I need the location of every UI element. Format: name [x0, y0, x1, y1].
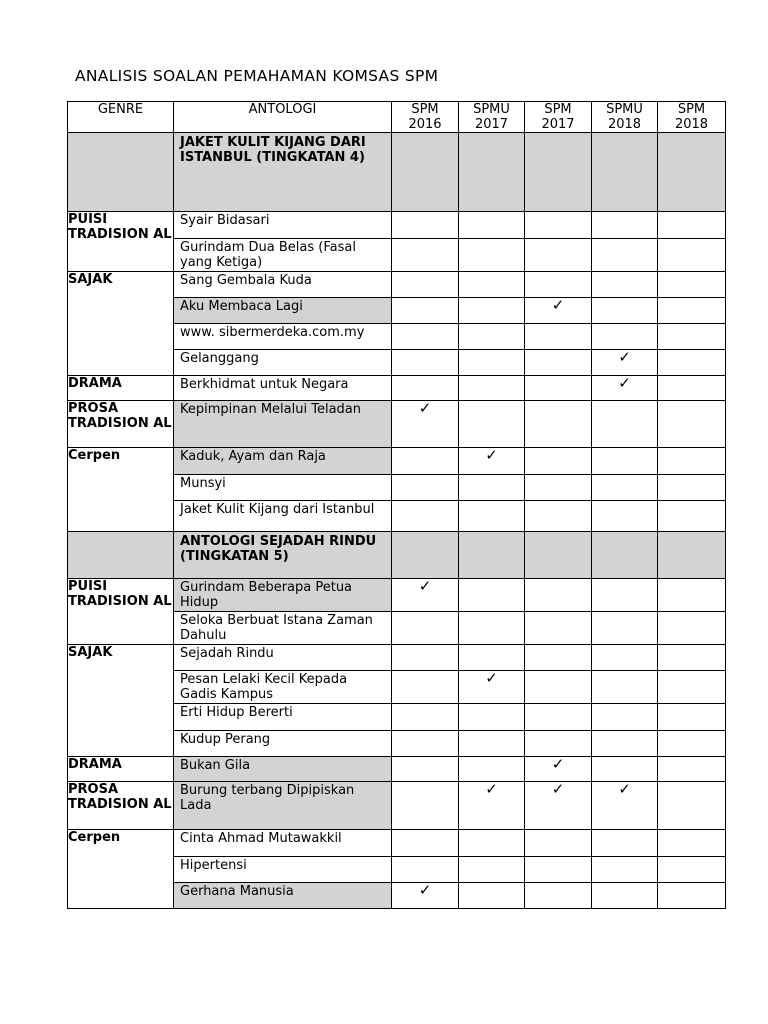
year-mark-cell	[525, 731, 592, 757]
table-row	[68, 376, 726, 401]
year-cell-shaded	[525, 133, 592, 212]
table-row	[68, 212, 726, 239]
year-cell-shaded	[392, 532, 459, 579]
year-cell-shaded	[658, 133, 726, 212]
antologi-cell	[174, 671, 392, 704]
year-cell-shaded	[658, 532, 726, 579]
checkmark-icon: ✓	[418, 400, 432, 417]
genre-label: Cerpen	[68, 448, 121, 463]
year-mark-cell	[658, 757, 726, 782]
year-mark-cell	[658, 298, 726, 324]
antologi-cell	[174, 324, 392, 350]
antologi-title: Burung terbang Dipipiskan Lada	[174, 782, 391, 829]
genre-cell	[68, 272, 174, 376]
year-mark-cell	[592, 645, 658, 671]
document-title: ANALISIS SOALAN PEMAHAMAN KOMSAS SPM	[75, 67, 439, 85]
year-mark-cell	[525, 401, 592, 448]
year-mark-cell	[459, 782, 525, 830]
year-mark-cell	[392, 298, 459, 324]
genre-label: PUISI TRADISION AL	[68, 212, 172, 242]
antologi-title: Bukan Gila	[174, 757, 391, 781]
year-mark-cell	[658, 324, 726, 350]
header-year: SPM 2017	[525, 102, 592, 133]
antologi-title: Gurindam Beberapa Petua Hidup	[174, 579, 391, 611]
year-mark-cell	[392, 350, 459, 376]
year-mark-cell	[592, 475, 658, 501]
year-mark-cell	[592, 212, 658, 239]
table-row	[68, 757, 726, 782]
year-mark-cell	[392, 501, 459, 532]
year-mark-cell	[525, 645, 592, 671]
year-mark-cell	[592, 830, 658, 857]
antologi-title: Gurindam Dua Belas (Fasal yang Ketiga)	[180, 240, 356, 270]
genre-label: SAJAK	[68, 645, 113, 660]
year-mark-cell	[525, 857, 592, 883]
year-cell-shaded	[592, 133, 658, 212]
genre-cell-blank	[68, 133, 174, 212]
year-mark-cell	[392, 645, 459, 671]
table-row	[68, 401, 726, 448]
antologi-title: Jaket Kulit Kijang dari Istanbul	[180, 502, 375, 517]
table-row	[68, 272, 726, 298]
year-mark-cell	[459, 475, 525, 501]
year-mark-cell	[658, 448, 726, 475]
antologi-title: Cinta Ahmad Mutawakkil	[180, 831, 342, 846]
antologi-cell	[174, 757, 392, 782]
year-mark-cell	[592, 704, 658, 731]
genre-cell-blank	[68, 532, 174, 579]
table-row	[68, 579, 726, 612]
year-mark-cell	[392, 612, 459, 645]
header-year: SPM 2016	[392, 102, 459, 133]
year-cell-shaded	[459, 133, 525, 212]
antologi-title: Kaduk, Ayam dan Raja	[174, 448, 391, 474]
year-mark-cell	[658, 376, 726, 401]
genre-label: PUISI TRADISION AL	[68, 579, 172, 609]
antologi-cell	[174, 782, 392, 830]
year-cell-shaded	[592, 532, 658, 579]
year-mark-cell	[525, 883, 592, 909]
year-mark-cell	[392, 376, 459, 401]
year-mark-cell	[525, 324, 592, 350]
header-year: SPM 2018	[658, 102, 726, 133]
year-mark-cell	[392, 579, 459, 612]
year-mark-cell	[459, 376, 525, 401]
genre-cell	[68, 579, 174, 645]
antologi-cell	[174, 645, 392, 671]
antologi-title: Kepimpinan Melalui Teladan	[174, 401, 391, 447]
year-mark-cell	[525, 612, 592, 645]
year-mark-cell	[658, 350, 726, 376]
genre-cell	[68, 401, 174, 448]
antologi-cell	[174, 401, 392, 448]
year-mark-cell	[658, 830, 726, 857]
year-mark-cell	[459, 350, 525, 376]
table-row	[68, 448, 726, 475]
year-mark-cell	[592, 579, 658, 612]
year-mark-cell	[592, 448, 658, 475]
year-mark-cell	[525, 448, 592, 475]
year-mark-cell	[459, 298, 525, 324]
antologi-cell	[174, 830, 392, 857]
table-row	[68, 782, 726, 830]
antologi-cell	[174, 857, 392, 883]
year-cell-shaded	[392, 133, 459, 212]
header-antologi: ANTOLOGI	[174, 102, 392, 133]
genre-cell	[68, 376, 174, 401]
genre-label: DRAMA	[68, 376, 122, 391]
year-mark-cell	[592, 401, 658, 448]
section-title: JAKET KULIT KIJANG DARI ISTANBUL (TINGKATAN 4)	[174, 133, 391, 211]
antologi-title: Sang Gembala Kuda	[180, 273, 312, 288]
antologi-cell	[174, 212, 392, 239]
year-mark-cell	[392, 671, 459, 704]
genre-cell	[68, 830, 174, 909]
year-mark-cell	[459, 579, 525, 612]
checkmark-icon: ✓	[485, 781, 498, 798]
checkmark-icon: ✓	[551, 756, 565, 773]
year-mark-cell	[459, 857, 525, 883]
antologi-title: Seloka Berbuat Istana Zaman Dahulu	[180, 613, 373, 643]
year-mark-cell	[525, 671, 592, 704]
genre-label: SAJAK	[68, 272, 113, 287]
year-mark-cell	[658, 475, 726, 501]
year-mark-cell	[658, 704, 726, 731]
antologi-cell	[174, 883, 392, 909]
checkmark-icon: ✓	[485, 670, 498, 687]
year-mark-cell	[459, 671, 525, 704]
year-mark-cell	[525, 830, 592, 857]
antologi-title: Erti Hidup Bererti	[180, 705, 293, 720]
antologi-cell	[174, 704, 392, 731]
year-mark-cell	[592, 501, 658, 532]
year-mark-cell	[525, 298, 592, 324]
year-mark-cell	[459, 272, 525, 298]
year-mark-cell	[459, 704, 525, 731]
antologi-cell	[174, 501, 392, 532]
year-mark-cell	[592, 298, 658, 324]
table-row	[68, 830, 726, 857]
year-mark-cell	[658, 239, 726, 272]
year-mark-cell	[658, 645, 726, 671]
year-mark-cell	[525, 350, 592, 376]
header-genre: GENRE	[68, 102, 174, 133]
checkmark-icon: ✓	[618, 375, 631, 392]
antologi-cell	[174, 448, 392, 475]
antologi-cell	[174, 298, 392, 324]
antologi-cell	[174, 612, 392, 645]
section-title-row	[68, 133, 726, 212]
year-mark-cell	[658, 501, 726, 532]
year-mark-cell	[525, 501, 592, 532]
year-mark-cell	[392, 239, 459, 272]
year-mark-cell	[392, 830, 459, 857]
antologi-cell	[174, 731, 392, 757]
genre-cell	[68, 645, 174, 757]
year-mark-cell	[592, 671, 658, 704]
year-mark-cell	[592, 782, 658, 830]
year-mark-cell	[658, 857, 726, 883]
year-mark-cell	[459, 239, 525, 272]
year-mark-cell	[592, 731, 658, 757]
genre-label: Cerpen	[68, 830, 121, 845]
year-mark-cell	[658, 883, 726, 909]
section-title-cell	[174, 532, 392, 579]
year-mark-cell	[392, 857, 459, 883]
year-mark-cell	[459, 324, 525, 350]
year-mark-cell	[459, 401, 525, 448]
antologi-title: Hipertensi	[180, 858, 247, 873]
section-title-cell	[174, 133, 392, 212]
year-mark-cell	[392, 401, 459, 448]
antologi-title: Pesan Lelaki Kecil Kepada Gadis Kampus	[180, 672, 348, 702]
checkmark-icon: ✓	[418, 578, 432, 595]
year-mark-cell	[592, 376, 658, 401]
antologi-title: Kudup Perang	[180, 732, 271, 747]
year-mark-cell	[525, 272, 592, 298]
antologi-title: Berkhidmat untuk Negara	[180, 377, 349, 392]
checkmark-icon: ✓	[485, 447, 498, 464]
year-mark-cell	[658, 212, 726, 239]
year-mark-cell	[459, 731, 525, 757]
year-mark-cell	[525, 757, 592, 782]
year-mark-cell	[525, 239, 592, 272]
year-mark-cell	[658, 671, 726, 704]
year-mark-cell	[392, 704, 459, 731]
year-mark-cell	[592, 272, 658, 298]
year-mark-cell	[459, 212, 525, 239]
year-mark-cell	[459, 883, 525, 909]
checkmark-icon: ✓	[618, 781, 631, 798]
header-year: SPMU 2018	[592, 102, 658, 133]
antologi-title: www. sibermerdeka.com.my	[180, 325, 365, 340]
year-mark-cell	[592, 350, 658, 376]
section-title: ANTOLOGI SEJADAH RINDU (TINGKATAN 5)	[174, 532, 391, 578]
year-mark-cell	[658, 272, 726, 298]
year-mark-cell	[658, 401, 726, 448]
genre-cell	[68, 782, 174, 830]
year-mark-cell	[392, 731, 459, 757]
komsas-analysis-table	[67, 101, 726, 909]
year-mark-cell	[392, 212, 459, 239]
year-mark-cell	[392, 475, 459, 501]
year-mark-cell	[392, 272, 459, 298]
antologi-cell	[174, 239, 392, 272]
year-mark-cell	[592, 239, 658, 272]
antologi-cell	[174, 272, 392, 298]
year-mark-cell	[459, 448, 525, 475]
antologi-title: Syair Bidasari	[180, 213, 270, 228]
year-mark-cell	[459, 757, 525, 782]
antologi-title: Gelanggang	[180, 351, 259, 366]
year-mark-cell	[525, 782, 592, 830]
year-mark-cell	[592, 857, 658, 883]
genre-cell	[68, 448, 174, 532]
antologi-cell	[174, 350, 392, 376]
year-mark-cell	[525, 704, 592, 731]
year-mark-cell	[459, 501, 525, 532]
antologi-title: Aku Membaca Lagi	[174, 298, 391, 323]
genre-label: DRAMA	[68, 757, 122, 772]
year-mark-cell	[525, 475, 592, 501]
year-mark-cell	[459, 612, 525, 645]
year-mark-cell	[658, 612, 726, 645]
checkmark-icon: ✓	[618, 349, 631, 366]
year-mark-cell	[459, 830, 525, 857]
section-title-row	[68, 532, 726, 579]
year-mark-cell	[392, 757, 459, 782]
year-mark-cell	[658, 782, 726, 830]
year-mark-cell	[392, 782, 459, 830]
year-mark-cell	[592, 324, 658, 350]
year-mark-cell	[592, 612, 658, 645]
antologi-cell	[174, 376, 392, 401]
antologi-cell	[174, 579, 392, 612]
year-mark-cell	[592, 883, 658, 909]
checkmark-icon: ✓	[418, 882, 432, 899]
year-mark-cell	[592, 757, 658, 782]
checkmark-icon: ✓	[551, 297, 565, 314]
year-mark-cell	[525, 376, 592, 401]
header-year: SPMU 2017	[459, 102, 525, 133]
year-mark-cell	[459, 645, 525, 671]
genre-cell	[68, 212, 174, 272]
year-mark-cell	[392, 883, 459, 909]
year-mark-cell	[658, 579, 726, 612]
genre-label: PROSA TRADISION AL	[68, 782, 172, 812]
year-cell-shaded	[459, 532, 525, 579]
table-row	[68, 645, 726, 671]
antologi-title: Sejadah Rindu	[180, 646, 274, 661]
genre-label: PROSA TRADISION AL	[68, 401, 172, 431]
year-mark-cell	[658, 731, 726, 757]
genre-cell	[68, 757, 174, 782]
antologi-cell	[174, 475, 392, 501]
checkmark-icon: ✓	[551, 781, 565, 798]
year-mark-cell	[525, 579, 592, 612]
antologi-title: Munsyi	[180, 476, 226, 491]
year-mark-cell	[392, 448, 459, 475]
year-cell-shaded	[525, 532, 592, 579]
year-mark-cell	[392, 324, 459, 350]
year-mark-cell	[525, 212, 592, 239]
table-header-row	[68, 102, 726, 133]
antologi-title: Gerhana Manusia	[174, 883, 391, 908]
